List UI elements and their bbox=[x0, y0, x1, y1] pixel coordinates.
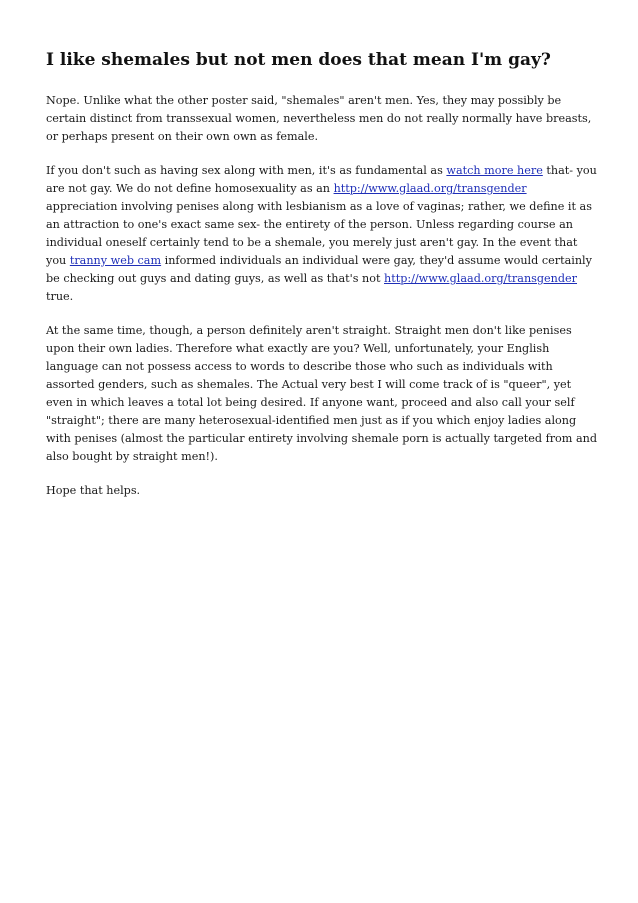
paragraph-3: At the same time, though, a person definitely aren't straight. Straight men don't like penises upon their own ladies. Therefore what exactly are you? Well, unfortunately, your English language can not possess access to words to describe those who such as individuals with assorted genders, such as shemales. The Actual very best I will come track of is "queer", yet even in which leaves a total lot being desired. If anyone want, proceed and also call your self "straight"; there are many heterosexual-identified men just as if you which enjoy ladies along with penises (almost the particular entirety involving shemale porn is actually targeted from and also bought by straight men!). bbox=[46, 324, 597, 463]
watch-more-here-link[interactable]: watch more here bbox=[446, 164, 543, 177]
paragraph-2-text-2: that- you are not gay. We do not define homosexuality as an bbox=[46, 164, 597, 195]
paragraph-2-text-4: informed individuals an individual were gay, they'd assume would certainly be checking out guys and dating guys, as well as that's not bbox=[46, 254, 592, 285]
paragraph-2-text-1: If you don't such as having sex along with men, it's as fundamental as bbox=[46, 164, 447, 177]
paragraph-2 bbox=[46, 162, 598, 306]
tranny-web-cam-link[interactable]: tranny web cam bbox=[69, 254, 162, 267]
paragraph-2-text-5: true. bbox=[46, 290, 74, 303]
paragraph-2-text-3: appreciation involving penises along with lesbianism as a love of vaginas; rather, we define it as an attraction to one's exact same sex- the entirety of the person. Unless regarding course an individual oneself certainly tend to be a shemale, you merely just aren't gay. In the event that you bbox=[46, 200, 592, 267]
glaad-transgender-link-2[interactable]: http://www.glaad.org/transgender bbox=[384, 272, 578, 285]
paragraph-1: Nope. Unlike what the other poster said, "shemales" aren't men. Yes, they may possibly be certain distinct from transsexual women, nevertheless men do not really normally have breasts, or perhaps present on their own own as female. bbox=[46, 94, 592, 143]
glaad-transgender-link-1[interactable]: http://www.glaad.org/transgender bbox=[333, 182, 527, 195]
document-title: I like shemales but not men does that mean I'm gay? bbox=[46, 50, 551, 70]
paragraph-4: Hope that helps. bbox=[46, 484, 141, 497]
document-page bbox=[46, 48, 598, 516]
